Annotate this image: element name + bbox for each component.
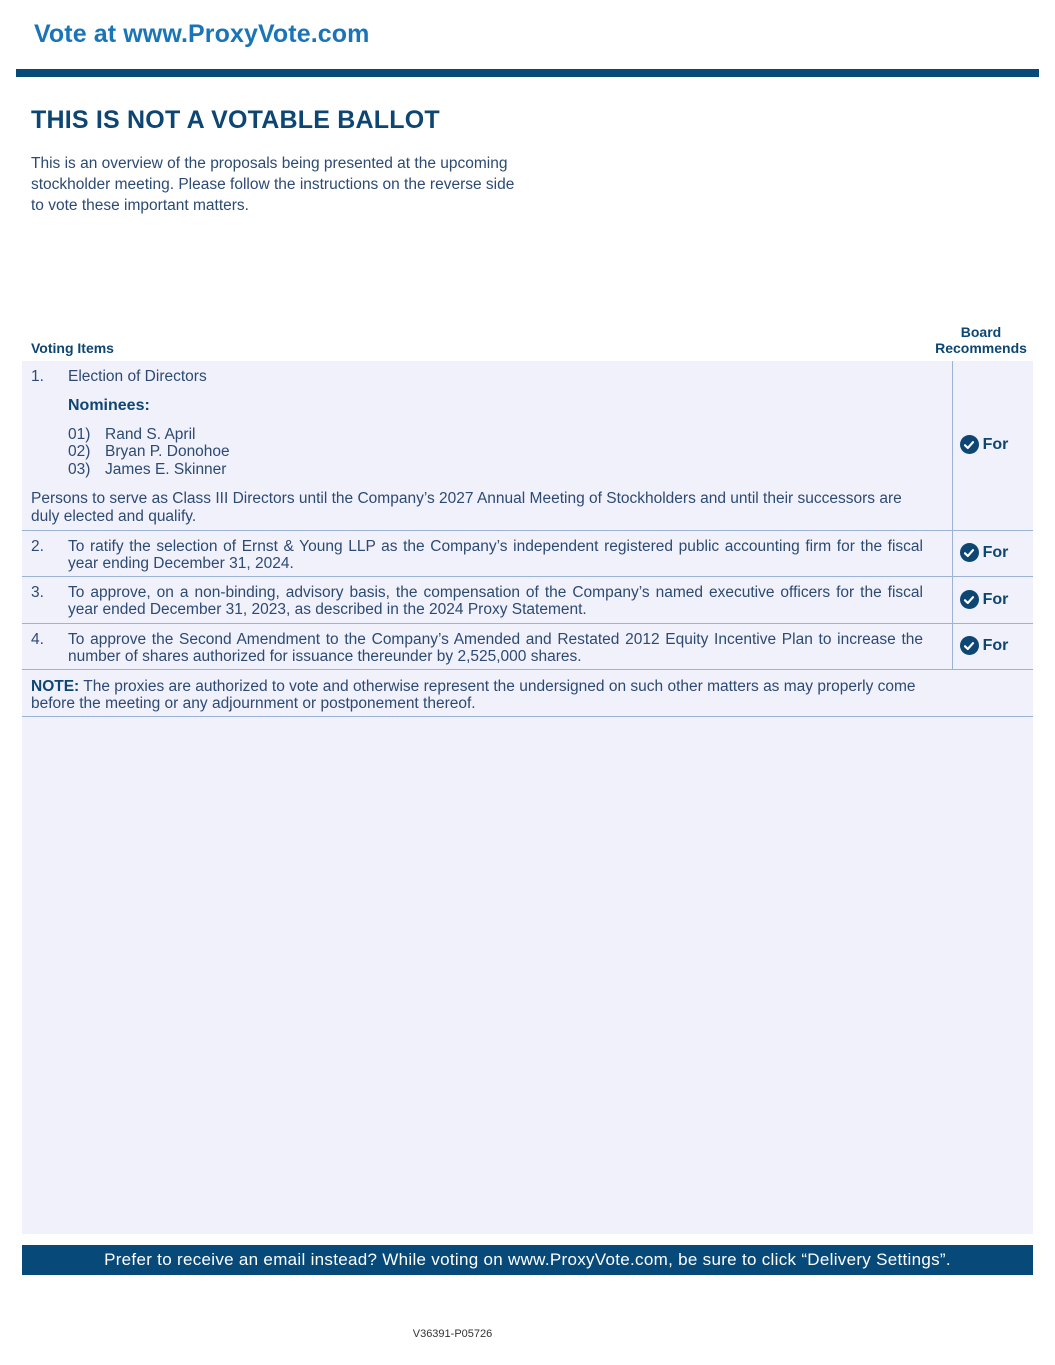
- nominees-label: Nominees:: [68, 397, 150, 414]
- page-title: THIS IS NOT A VOTABLE BALLOT: [31, 106, 440, 134]
- item-number: 3.: [31, 584, 44, 601]
- note-text: [31, 678, 926, 712]
- nominee-item: [68, 443, 230, 460]
- nominee-name: Rand S. April: [105, 426, 196, 443]
- nominee-name: Bryan P. Donohoe: [105, 443, 230, 460]
- header-rule: [16, 69, 1039, 77]
- board-header-line1: Board: [960, 324, 1002, 340]
- item-text: Election of Directors: [68, 368, 207, 385]
- banner-text: Prefer to receive an email instead? While voting on www.ProxyVote.com, be sure to click “Delivery Settings”.: [104, 1250, 951, 1269]
- email-delivery-banner: [22, 1245, 1033, 1275]
- recommendation: [935, 435, 1033, 454]
- recommendation-label: For: [982, 636, 1009, 654]
- check-circle-icon: [960, 590, 979, 609]
- nominee-item: [68, 426, 195, 443]
- recommendation-label: For: [982, 435, 1009, 453]
- directors-term-text: Persons to serve as Class III Directors until the Company’s 2027 Annual Meeting of Stockholders and until their successors are duly elected and qualify.: [31, 490, 902, 525]
- note-label: NOTE:: [31, 678, 80, 695]
- board-header-line2: Recommends: [935, 340, 1027, 356]
- voting-item-3: [22, 577, 1033, 624]
- item-number: 4.: [31, 631, 44, 648]
- nominee-id: 01): [68, 426, 91, 443]
- check-circle-icon: [960, 543, 979, 562]
- note-row: [22, 670, 1033, 717]
- voting-items-header: Voting Items: [31, 340, 114, 356]
- document-code: V36391-P05726: [412, 1328, 493, 1340]
- voting-item-1: [22, 361, 1033, 531]
- voting-item-2: [22, 531, 1033, 577]
- nominee-id: 03): [68, 461, 91, 478]
- voting-item-4: [22, 624, 1033, 670]
- item-text: To ratify the selection of Ernst & Young LLP as the Company’s independent registered public accounting firm for the fiscal year ending December 31, 2024.: [68, 538, 923, 572]
- nominee-name: James E. Skinner: [105, 461, 227, 478]
- recommendation: [935, 590, 1033, 609]
- item-text: To approve, on a non-binding, advisory basis, the compensation of the Company’s named executive officers for the fiscal year ended December 31, 2023, as described in the 2024 Proxy Statement.: [68, 584, 923, 618]
- item-text: To approve the Second Amendment to the Company’s Amended and Restated 2012 Equity Incentive Plan to increase the number of shares authorized for issuance thereunder by 2,525,000 shares.: [68, 631, 923, 665]
- nominee-id: 02): [68, 443, 91, 460]
- nominee-item: [68, 461, 226, 478]
- recommendation-label: For: [982, 590, 1009, 608]
- item-number: 1.: [31, 368, 44, 385]
- check-circle-icon: [960, 435, 979, 454]
- recommendation: [935, 636, 1033, 655]
- intro-text: This is an overview of the proposals being presented at the upcoming stockholder meeting. Please follow the instructions on the reverse side to vote these important matters.: [31, 155, 515, 214]
- proxyvote-header-link[interactable]: Vote at www.ProxyVote.com: [34, 20, 370, 48]
- recommendation: [935, 543, 1033, 562]
- board-recommends-header: [930, 324, 1032, 356]
- note-body: The proxies are authorized to vote and otherwise represent the undersigned on such other matters as may properly come before the meeting or any adjournment or postponement thereof.: [31, 678, 916, 712]
- check-circle-icon: [960, 636, 979, 655]
- recommendation-label: For: [982, 543, 1009, 561]
- item-number: 2.: [31, 538, 44, 555]
